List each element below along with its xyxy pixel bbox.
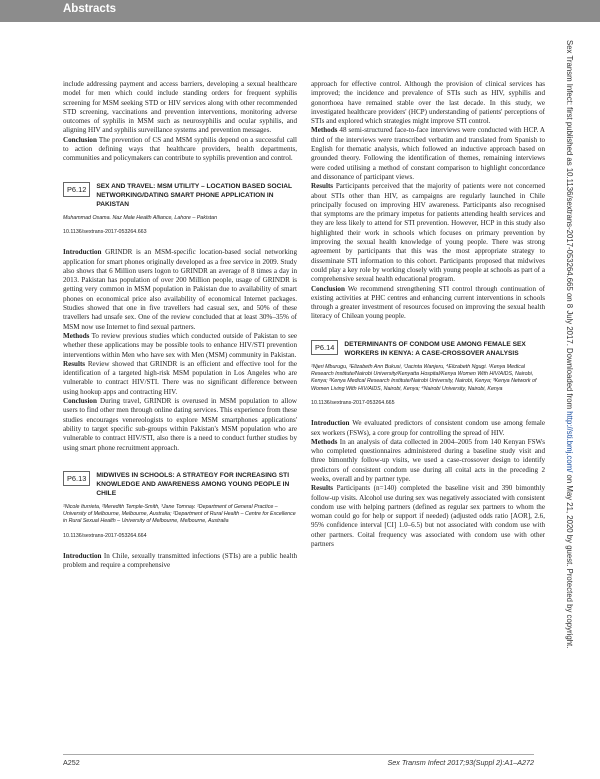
side-note-suffix: on May 21, 2020 by guest. Protected by copyright.: [565, 472, 574, 649]
continuation-text: include addressing payment and access barriers, developing a sexual healthcare model for men which could include standing orders for frequent syphilis screening for MSM seeking STD or HIV services along with other recommended STD screening, vaccinations and prevention interventions, monitoring adverse outcomes of syphilis in MSM such as neurosyphilis and ocular syphilis, and aligning HIV and syphilis surveillance systems and prevention messages.: [63, 80, 297, 135]
introduction-text: In Chile, sexually transmitted infections (STIs) are a public health problem and require a comprehensive: [63, 551, 297, 570]
results-label: Results: [63, 359, 86, 368]
continuation-text: approach for effective control. Although the provision of clinical services has improved; the incidence and prevalence of STIs such as HIV, syphilis and gonorrhoea have remained stable over the last decade. In this study, we investigated healthcare providers' (HCP) understanding of patients' perceptions of STIs and explored which strategies might improve STI control.: [311, 80, 545, 126]
journal-link[interactable]: http://sti.bmj.com/: [565, 411, 574, 473]
abstract-doi: 10.1136/sextrans-2017-053264.663: [63, 228, 147, 235]
results-paragraph: [63, 360, 297, 397]
introduction-label: Introduction: [63, 551, 102, 560]
results-text: Participants perceived that the majority of patients were not concerned about STIs other than HIV, as campaigns are regularly launched in Chile principally focused on improving HIV awareness. Participants also recognised that symptoms are the primary impetus for patients attending health services and they are less likely to attend for STI prevention. However, HCP in this study also highlighted their work in schools which focuses on primary prevention by improving the sexual health knowledge of young people. There was strong agreement by participants that this was the most appropriate strategy to disseminate STI information to this cohort. Participants proposed that midwives could play a key role by working closely with young people at schools as part of a comprehensive sexual health educational program.: [311, 182, 545, 284]
conclusion-paragraph: [311, 285, 545, 322]
page-number: A252: [63, 758, 80, 767]
abstract-title: DETERMINANTS OF CONDOM USE AMONG FEMALE SEX WORKERS IN KENYA: A CASE-CROSSOVER ANALYSIS: [344, 340, 526, 357]
methods-text: In an analysis of data collected in 2004–2005 from 140 Kenyan FSWs who completed questionnaires administered during a baseline study visit and three bimonthly follow-up visits, we used a case-crossover design to identify predictors of consistent condom use during all coital acts in the preceding 2 weeks, overall and by partner type.: [311, 437, 545, 483]
methods-paragraph: [311, 126, 545, 182]
conclusion-paragraph: [63, 136, 297, 164]
abstract-heading: [311, 340, 545, 358]
methods-text: To review previous studies which conducted outside of Pakistan to see whether these applications may be possible tools to enhance HIV/STI prevention interventions within Men who have sex with Men (MSM) community in Pakistan.: [63, 331, 297, 359]
abstract-title: MIDWIVES IN SCHOOLS: A STRATEGY FOR INCREASING STI KNOWLEDGE AND AWARENESS AMONG YOUNG PEOPLE IN CHILE: [96, 471, 290, 497]
right-column: [311, 80, 545, 549]
methods-label: Methods: [63, 331, 90, 340]
introduction-text: GRINDR is an MSM-specific location-based social networking application for smart phones originally developed as a free service in 2009. Study also shows that 6 Million users logon to GRINDR an average of 8 times a day in 2013. Pakistan has population of over 200 Million people, usage of GRINDR is getting very common in MSM population in Pakistan due to availability of smart phones on economical price also availability of economical Internet packages. Studies showed that one in five travellers had casual sex, and 50% of these travellers had unsafe sex. One of the review concluded that at least 30%–35% of MSM now use Internet to find sexual partners.: [63, 248, 297, 331]
abstract-authors: ¹Njeri Mburugu, ²Elizabeth Ann Bukusi, ³Jacinta Wanjeru, ⁴Elizabeth Ngugi. ¹Kenya Medical Research Institute/Nairobi University/Kenyatta Hospital/Kenya Women With HIV/AIDS, Nairobi, Kenya; ²Kenya Medical Research Institute/Nairobi University, Nairobi, Kenya; ³Kenya Network of Women Living With HIV/AIDS, Nairobi, Kenya; ⁴Nairobi University, Nairobi, Kenya: [311, 363, 537, 392]
results-paragraph: [311, 182, 545, 284]
abstract-doi: 10.1136/sextrans-2017-053264.664: [63, 532, 147, 539]
introduction-paragraph: [311, 419, 545, 438]
conclusion-text: We recommend strengthening STI control through continuation of existing activities at PHC centres and enhancing current interventions in schools through a greater investment of resources focused on improving the sexual health literacy of Chilean young people.: [311, 284, 545, 321]
footer-divider: [63, 754, 534, 755]
conclusion-label: Conclusion: [311, 284, 345, 293]
methods-text: 48 semi-structured face-to-face interviews were conducted with HCP. A third of the interviews were transcribed verbatim and translated from Spanish to English for thematic analysis, which followed an inductive approach based on grounded theory. Following the identification of themes, remaining interviews were coded utilising a method of constant comparison to highlight concordance and dissonance of participant views.: [311, 126, 545, 181]
introduction-text: We evaluated predictors of consistent condom use among female sex workers (FSWs), a core group for controlling the spread of HIV.: [311, 419, 545, 437]
side-note-prefix: Sex Transm Infect: first published as 10.1136/sextrans-2017-053264.665 on 8 July 2017. Downloaded from: [565, 40, 574, 412]
abstract-doi: 10.1136/sextrans-2017-053264.665: [311, 399, 395, 406]
section-header-bar: [0, 0, 600, 22]
abstract-authors: Muhammad Osama. Naz Male Health Alliance, Lahore – Pakistan: [63, 214, 218, 221]
abstract-id: P6.14: [311, 340, 338, 355]
results-label: Results: [311, 182, 334, 191]
abstract-title: SEX AND TRAVEL: MSM UTILITY – LOCATION BASED SOCIAL NETWORKING/DATING SMART PHONE APPLICATION IN PAKISTAN: [96, 182, 292, 208]
section-title: Abstracts: [63, 3, 117, 15]
abstract-id: P6.12: [63, 182, 90, 197]
introduction-label: Introduction: [311, 419, 350, 428]
results-text: Participants (n=140) completed the baseline visit and 390 bimonthly follow-up visits. Alcohol use during sex was negatively associated with consistent condom use with helping partners (defined as regular sex partners to whom the woman could go for help or support if needed) (adjusted odds ratio [AOR], 2.6, 95% confidence interval [CI] 1.0–6.5) but not associated with condom use with other partners. Coital frequency was associated with condom use with other partners: [311, 484, 545, 549]
results-label: Results: [311, 484, 334, 493]
methods-label: Methods: [311, 126, 338, 135]
journal-citation: Sex Transm Infect 2017;93(Suppl 2):A1–A272: [387, 758, 534, 767]
conclusion-paragraph: [63, 397, 297, 453]
abstract-heading: [63, 182, 297, 209]
results-paragraph: [311, 484, 545, 549]
abstract-id: P6.13: [63, 471, 90, 486]
methods-paragraph: [63, 332, 297, 360]
introduction-paragraph: [63, 248, 297, 332]
left-column: [63, 80, 297, 571]
abstract-heading: [63, 471, 297, 498]
abstract-authors: ¹Nicole Iturrieta, ²Meredith Temple-Smith, ³Jane Tomnay. ¹Department of General Practice – University of Melbourne, Melbourne, Australia; ²Department of Rural Health – Centre for Excellence in Rural Sexual Health – University of Melbourne, Melbourne, Australia: [63, 503, 296, 525]
conclusion-text: The prevention of CS and MSM syphilis depend on a successful call to action defining ways that healthcare providers, health departments, communities and policymakers can contribute to syphilis prevention and control.: [63, 135, 297, 163]
results-text: Review showed that GRINDR is an efficient and effective tool for the identification of a targeted high-risk MSM population in Los Angeles who are vulnerable to contract HIV/STI. There was no significant difference between using hookup apps and contracting HIV.: [63, 359, 297, 396]
introduction-paragraph: [63, 552, 297, 571]
methods-paragraph: [311, 438, 545, 484]
conclusion-text: During travel, GRINDR is overused in MSM population to allow users to find other men through online dating services. This experience from these studies encourages venereologists to explore MSM smartphones applications' ability to target specific sub-groups within Pakistan's MSM population who are vulnerable to contract HIV/STI, also there is a need to conduct further studies by using smart phone recruitment approach.: [63, 397, 297, 452]
conclusion-label: Conclusion: [63, 397, 97, 406]
methods-label: Methods: [311, 437, 338, 446]
copyright-side-note: [565, 40, 574, 740]
conclusion-label: Conclusion: [63, 135, 97, 144]
introduction-label: Introduction: [63, 248, 102, 257]
